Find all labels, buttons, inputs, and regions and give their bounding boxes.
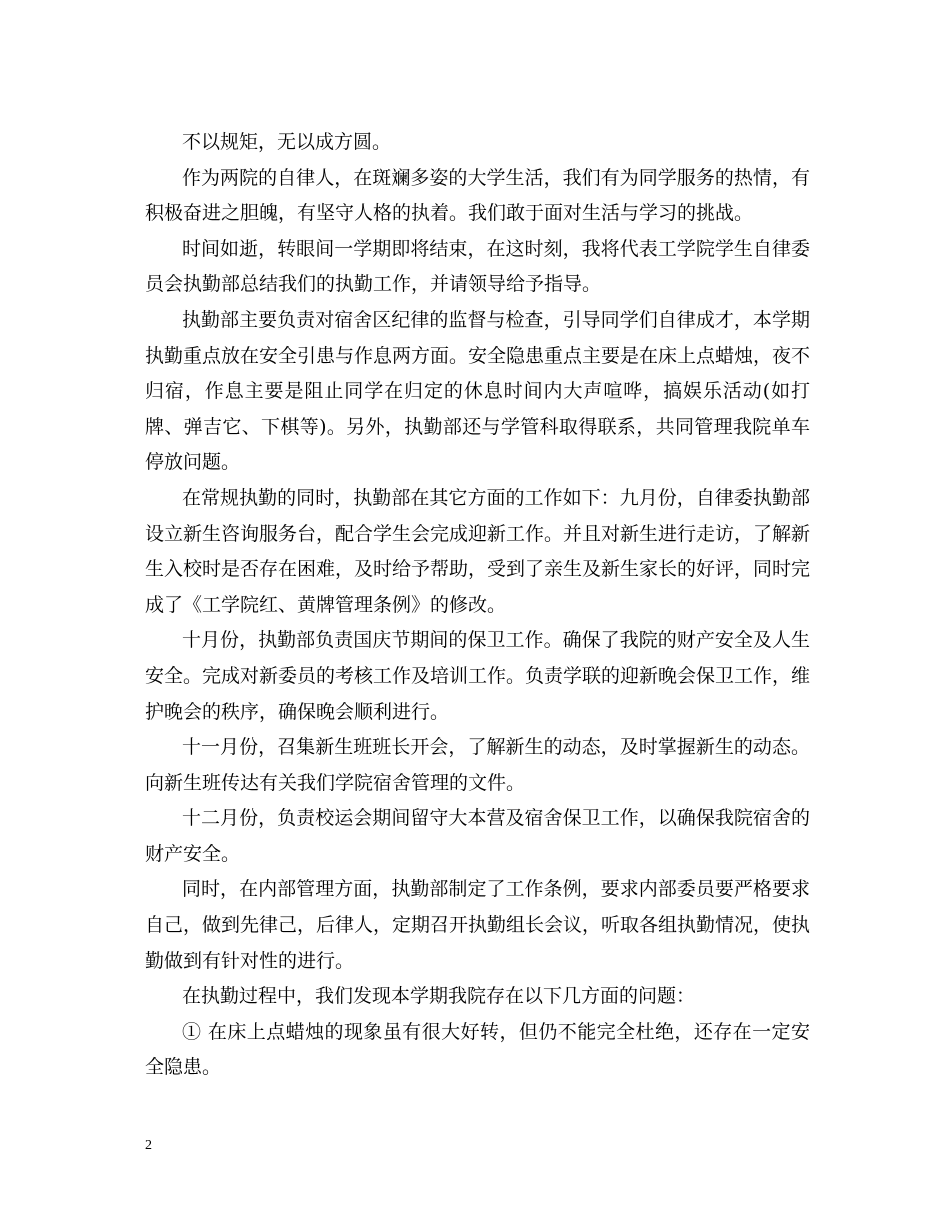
paragraph: 在执勤过程中，我们发现本学期我院存在以下几方面的问题： [182,985,696,1008]
paragraph: 在常规执勤的同时，执勤部在其它方面的工作如下：九月份，自律委执勤部设立新生咨询服务台，配合学生会完成迎新工作。并且对新生进行走访，了解新生入校时是否存在困难，及时给予帮助，受到了亲生及新生家长的好评，同时完成了《工学院红、黄牌管理条例》的修改。 [145,486,811,616]
paragraph: 十月份，执勤部负责国庆节期间的保卫工作。确保了我院的财产安全及人生安全。完成对新委员的考核工作及培训工作。负责学联的迎新晚会保卫工作，维护晚会的秩序，确保晚会顺利进行。 [145,629,811,723]
paragraph: 十一月份，召集新生班班长开会，了解新生的动态，及时掌握新生的动态。向新生班传达有关我们学院宿舍管理的文件。 [145,736,810,794]
paragraph: 时间如逝，转眼间一学期即将结束，在这时刻，我将代表工学院学生自律委员会执勤部总结我们的执勤工作，并请领导给予指导。 [145,237,810,296]
paragraph: 不以规矩，无以成方圆。 [182,131,392,153]
paragraph: ① 在床上点蜡烛的现象虽有很大好转，但仍不能完全杜绝，还存在一定安全隐患。 [145,1020,810,1079]
paragraph: 同时，在内部管理方面，执勤部制定了工作条例，要求内部委员要严格要求自己，做到先律己，后律人，定期召开执勤组长会议，听取各组执勤情况，使执勤做到有针对性的进行。 [145,878,811,972]
paragraph: 十二月份，负责校运会期间留守大本营及宿舍保卫工作，以确保我院宿舍的财产安全。 [145,807,810,865]
page-number: 2 [145,1138,152,1153]
document-body [145,125,810,1086]
paragraph: 作为两院的自律人，在斑斓多姿的大学生活，我们有为同学服务的热情，有积极奋进之胆魄，有坚守人格的执着。我们敢于面对生活与学习的挑战。 [145,166,810,225]
paragraph: 执勤部主要负责对宿舍区纪律的监督与检查，引导同学们自律成才，本学期执勤重点放在安全引患与作息两方面。安全隐患重点主要是在床上点蜡烛，夜不归宿，作息主要是阻止同学在归定的休息时间内大声喧哗，搞娱乐活动(如打牌、弹吉它、下棋等)。另外，执勤部还与学管科取得联系，共同管理我院单车停放问题。 [145,308,811,474]
